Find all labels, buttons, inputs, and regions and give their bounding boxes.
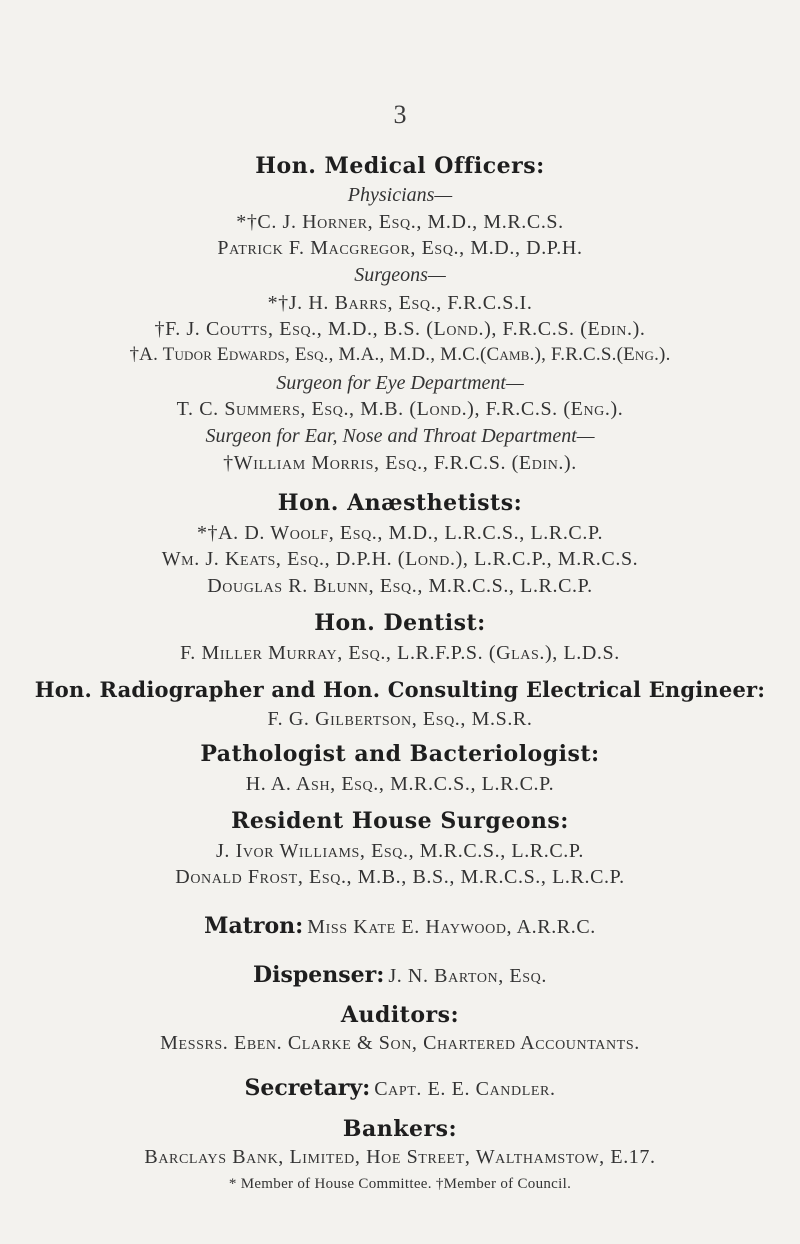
bankers-heading: Bankers: <box>342 1116 458 1142</box>
surgeons-label: Surgeons— <box>354 264 446 286</box>
matron-line <box>0 913 800 939</box>
dispenser-line <box>0 962 800 988</box>
ent-surgeon-label: Surgeon for Ear, Nose and Throat Department— <box>205 425 595 447</box>
dentist-heading: Hon. Dentist: <box>314 610 486 636</box>
radiographer-heading: Hon. Radiographer and Hon. Consulting Electrical Engineer: <box>34 677 766 702</box>
dentist-name: F. Miller Murray, Esq., L.R.F.P.S. (Glas.), L.D.S. <box>180 642 620 664</box>
surgeon-1: *†J. H. Barrs, Esq., F.R.C.S.I. <box>267 292 533 314</box>
anaesthetist-1: *†A. D. Woolf, Esq., M.D., L.R.C.S., L.R.C.P. <box>196 522 604 544</box>
dispenser-name: J. N. Barton, Esq. <box>388 965 547 987</box>
physician-1: *†C. J. Horner, Esq., M.D., M.R.C.S. <box>236 211 564 233</box>
bankers-name: Barclays Bank, Limited, Hoe Street, Walthamstow, E.17. <box>144 1146 656 1168</box>
auditors-name: Messrs. Eben. Clarke & Son, Chartered Accountants. <box>160 1032 640 1054</box>
auditors-heading: Auditors: <box>340 1002 460 1028</box>
physician-2: Patrick F. Macgregor, Esq., M.D., D.P.H. <box>217 237 583 259</box>
anaesthetist-2: Wm. J. Keats, Esq., D.P.H. (Lond.), L.R.C.P., M.R.C.S. <box>161 548 639 570</box>
resident-surgeon-2: Donald Frost, Esq., M.B., B.S., M.R.C.S., L.R.C.P. <box>175 866 625 888</box>
matron-label: Matron: <box>204 913 304 939</box>
ent-surgeon: †William Morris, Esq., F.R.C.S. (Edin.). <box>223 452 577 474</box>
surgeon-2: †F. J. Coutts, Esq., M.D., B.S. (Lond.), F.R.C.S. (Edin.). <box>154 318 646 340</box>
pathologist-heading: Pathologist and Bacteriologist: <box>200 741 600 767</box>
secretary-line <box>0 1075 800 1101</box>
dispenser-label: Dispenser: <box>253 962 385 988</box>
radiographer-name: F. G. Gilbertson, Esq., M.S.R. <box>267 708 533 730</box>
medical-officers-heading: Hon. Medical Officers: <box>255 153 545 179</box>
resident-surgeon-1: J. Ivor Williams, Esq., M.R.C.S., L.R.C.P. <box>216 840 584 862</box>
physicians-label: Physicians— <box>347 184 453 206</box>
matron-name: Miss Kate E. Haywood, A.R.R.C. <box>307 916 596 938</box>
eye-surgeon: T. C. Summers, Esq., M.B. (Lond.), F.R.C.S. (Eng.). <box>176 398 624 420</box>
secretary-label: Secretary: <box>244 1075 371 1101</box>
anaesthetists-heading: Hon. Anæsthetists: <box>277 490 523 516</box>
secretary-name: Capt. E. E. Candler. <box>374 1078 556 1100</box>
footnote: * Member of House Committee. †Member of Council. <box>228 1176 572 1192</box>
eye-surgeon-label: Surgeon for Eye Department— <box>276 372 524 394</box>
surgeon-3: †A. Tudor Edwards, Esq., M.A., M.D., M.C.(Camb.), F.R.C.S.(Eng.). <box>129 344 671 365</box>
page-number: 3 <box>393 100 407 129</box>
resident-surgeons-heading: Resident House Surgeons: <box>231 808 569 834</box>
pathologist-name: H. A. Ash, Esq., M.R.C.S., L.R.C.P. <box>245 773 555 795</box>
anaesthetist-3: Douglas R. Blunn, Esq., M.R.C.S., L.R.C.P. <box>207 575 593 597</box>
